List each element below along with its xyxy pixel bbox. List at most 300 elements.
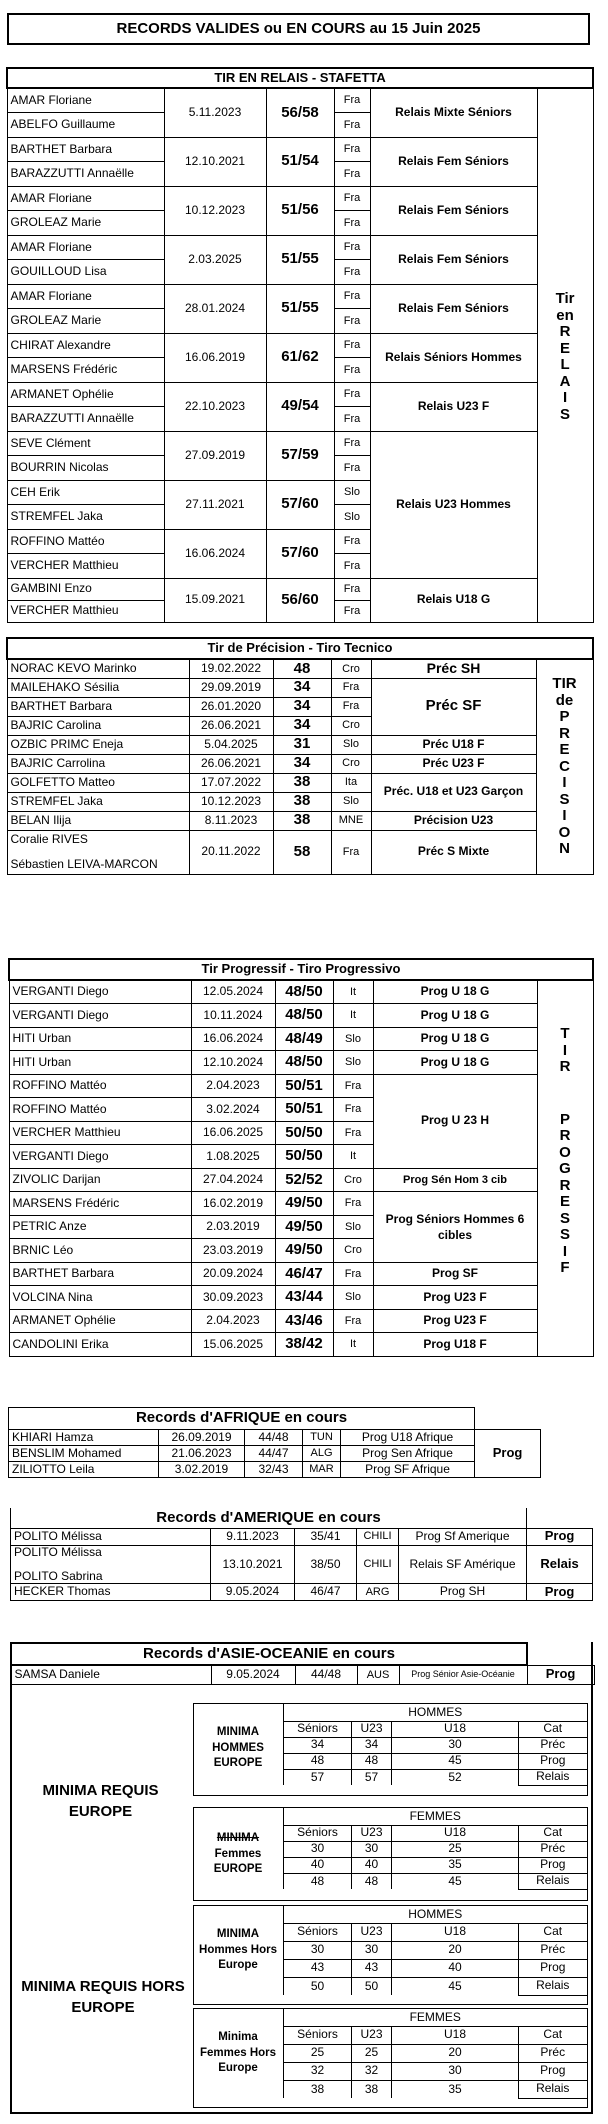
precision-side-label xyxy=(536,659,593,874)
amerique-name: HECKER Thomas xyxy=(11,1583,211,1600)
progressif-side-word: R xyxy=(559,1176,571,1194)
relais-category: Relais Fem Séniors xyxy=(370,186,537,235)
progressif-score: 48/49 xyxy=(275,1027,333,1051)
minima-col-header: Séniors xyxy=(284,2026,352,2044)
amerique-name: POLITO Mélissa xyxy=(11,1528,211,1545)
amerique-header: Records d'AMERIQUE en cours xyxy=(11,1508,527,1528)
precision-side-word: I xyxy=(562,774,567,791)
minima-cell: Prog xyxy=(519,2062,587,2080)
minima-cell: 34 xyxy=(352,1737,392,1753)
progressif-date: 12.10.2024 xyxy=(191,1051,275,1075)
relais-side-word: E xyxy=(560,339,571,357)
precision-country: Cro xyxy=(331,659,371,678)
relais-name: ARMANET Ophélie xyxy=(7,382,164,407)
precision-date: 26.06.2021 xyxy=(189,754,273,773)
minima-col-header: U18 xyxy=(392,1923,519,1941)
progressif-name: VOLCINA Nina xyxy=(9,1286,191,1310)
afrique-category: Prog Sen Afrique xyxy=(341,1446,475,1462)
asie-table xyxy=(10,1642,595,1685)
progressif-name: BRNIC Léo xyxy=(9,1239,191,1263)
relais-name: AMAR Floriane xyxy=(7,235,164,260)
minima-cell: 57 xyxy=(352,1769,392,1785)
minima-table xyxy=(283,2009,587,2099)
relais-category: Relais Séniors Hommes xyxy=(370,333,537,382)
afrique-category: Prog U18 Afrique xyxy=(341,1430,475,1446)
afrique-side-label: Prog xyxy=(475,1430,541,1478)
precision-side-word: S xyxy=(559,790,570,808)
progressif-date: 15.06.2025 xyxy=(191,1333,275,1357)
afrique-date: 21.06.2023 xyxy=(159,1446,245,1462)
relais-score: 56/60 xyxy=(266,578,334,622)
relais-side-word: S xyxy=(560,405,571,423)
relais-name: BARAZZUTTI Annaëlle xyxy=(7,162,164,187)
progressif-name: CANDOLINI Erika xyxy=(9,1333,191,1357)
precision-score: 34 xyxy=(273,716,331,735)
precision-side-word: de xyxy=(555,691,574,709)
progressif-score: 38/42 xyxy=(275,1333,333,1357)
relais-country: Fra xyxy=(334,358,370,383)
progressif-side-word: E xyxy=(560,1193,571,1210)
afrique-name: KHIARI Hamza xyxy=(9,1430,159,1446)
progressif-date: 16.06.2024 xyxy=(191,1027,275,1051)
precision-side-word: N xyxy=(559,840,570,857)
relais-name: AMAR Floriane xyxy=(7,284,164,309)
minima-cell: 35 xyxy=(392,1857,519,1873)
minima-group-header: FEMMES xyxy=(284,1808,587,1825)
progressif-name: ARMANET Ophélie xyxy=(9,1309,191,1333)
minima-hors-europe-title: MINIMA REQUIS HORS EUROPE xyxy=(21,1978,185,2016)
relais-country: Slo xyxy=(334,505,370,530)
asie-side-label: Prog xyxy=(527,1665,594,1684)
minima-cell: 38 xyxy=(284,2080,352,2098)
amerique-side-label: Prog xyxy=(527,1583,593,1600)
relais-country: Fra xyxy=(334,235,370,260)
relais-date: 27.11.2021 xyxy=(164,480,266,529)
afrique-country: TUN xyxy=(303,1430,341,1446)
precision-side-word: TIR xyxy=(552,675,577,692)
minima-col-header: Séniors xyxy=(284,1825,352,1841)
afrique-name: BENSLIM Mohamed xyxy=(9,1446,159,1462)
relais-country: Fra xyxy=(334,333,370,358)
relais-country: Fra xyxy=(334,529,370,554)
amerique-name: POLITO Sabrina xyxy=(14,1568,103,1583)
precision-country: Cro xyxy=(331,716,371,735)
progressif-country: It xyxy=(333,1145,373,1169)
progressif-score: 49/50 xyxy=(275,1192,333,1216)
progressif-side-word: I xyxy=(562,1242,568,1260)
minima-cell: 35 xyxy=(392,2080,519,2098)
relais-country: Fra xyxy=(334,578,370,600)
minima-cell: 43 xyxy=(352,1959,392,1977)
asie-category: Prog Sénior Asie-Océanie xyxy=(399,1665,527,1684)
precision-score: 34 xyxy=(273,697,331,716)
progressif-country: Fra xyxy=(333,1098,373,1122)
relais-name: CEH Erik xyxy=(7,480,164,505)
progressif-name: MARSENS Frédéric xyxy=(9,1192,191,1216)
precision-side-word: C xyxy=(559,757,570,775)
progressif-side-word: R xyxy=(559,1127,571,1144)
progressif-name: ROFFINO Mattéo xyxy=(9,1098,191,1122)
progressif-score: 43/44 xyxy=(275,1286,333,1310)
precision-section xyxy=(6,637,594,875)
progressif-side-label xyxy=(537,980,593,1356)
minima-cell: 45 xyxy=(392,1753,519,1769)
relais-name: VERCHER Matthieu xyxy=(7,554,164,579)
minima-col-header: Cat xyxy=(519,1721,587,1737)
progressif-category: Prog SF xyxy=(373,1262,537,1286)
progressif-side-word: S xyxy=(560,1209,571,1227)
amerique-date: 13.10.2021 xyxy=(211,1545,295,1583)
progressif-score: 50/51 xyxy=(275,1098,333,1122)
relais-date: 28.01.2024 xyxy=(164,284,266,333)
progressif-category: Prog U23 F xyxy=(373,1286,537,1310)
relais-side-label xyxy=(537,88,593,622)
progressif-side-word: F xyxy=(560,1259,570,1276)
precision-name: Coralie RIVES xyxy=(10,832,88,847)
progressif-date: 1.08.2025 xyxy=(191,1145,275,1169)
page-title: RECORDS VALIDES ou EN COURS au 15 Juin 2025 xyxy=(7,13,590,45)
relais-date: 27.09.2019 xyxy=(164,431,266,480)
precision-header: Tir de Précision - Tiro Tecnico xyxy=(7,638,593,659)
relais-country: Fra xyxy=(334,284,370,309)
progressif-country: Slo xyxy=(333,1286,373,1310)
minima-cell: 45 xyxy=(392,1977,519,1995)
minima-block-label-text: Femmes EUROPE xyxy=(213,1847,263,1876)
precision-score: 31 xyxy=(273,735,331,754)
precision-date: 20.11.2022 xyxy=(189,830,273,874)
precision-name: BELAN Ilija xyxy=(7,811,189,830)
relais-name: AMAR Floriane xyxy=(7,186,164,211)
relais-name: AMAR Floriane xyxy=(7,88,164,113)
relais-country: Fra xyxy=(334,137,370,162)
amerique-category: Relais SF Amérique xyxy=(399,1545,527,1583)
progressif-date: 2.04.2023 xyxy=(191,1074,275,1098)
precision-date: 10.12.2023 xyxy=(189,792,273,811)
relais-name: VERCHER Matthieu xyxy=(7,600,164,622)
minima-cell: 30 xyxy=(392,1737,519,1753)
minima-cell: Préc xyxy=(519,2044,587,2062)
minima-cell: 40 xyxy=(352,1857,392,1873)
precision-side-word: R xyxy=(559,724,570,742)
asie-header: Records d'ASIE-OCEANIE en cours xyxy=(11,1643,527,1665)
relais-country: Slo xyxy=(334,480,370,505)
progressif-country: Fra xyxy=(333,1262,373,1286)
relais-score: 51/55 xyxy=(266,284,334,333)
relais-score: 57/60 xyxy=(266,529,334,578)
minima-cell: Prog xyxy=(519,1753,587,1769)
minima-cell: 48 xyxy=(284,1873,352,1889)
minima-col-header: Séniors xyxy=(284,1923,352,1941)
minima-cell: 25 xyxy=(284,2044,352,2062)
minima-cell: 30 xyxy=(284,1841,352,1857)
minima-cell: 48 xyxy=(284,1753,352,1769)
relais-country: Fra xyxy=(334,600,370,622)
minima-cell: 32 xyxy=(352,2062,392,2080)
relais-side-word: R xyxy=(559,323,571,341)
precision-date: 26.01.2020 xyxy=(189,697,273,716)
precision-category: Préc U23 F xyxy=(371,754,536,773)
relais-date: 16.06.2024 xyxy=(164,529,266,578)
relais-side-word: I xyxy=(562,389,568,407)
progressif-score: 43/46 xyxy=(275,1309,333,1333)
amerique-country: CHILI xyxy=(357,1545,399,1583)
minima-cell: 25 xyxy=(392,1841,519,1857)
progressif-side-word: G xyxy=(559,1160,571,1177)
progressif-date: 12.05.2024 xyxy=(191,980,275,1004)
relais-date: 15.09.2021 xyxy=(164,578,266,622)
minima-cell: 30 xyxy=(284,1941,352,1959)
amerique-category: Prog Sf Amerique xyxy=(399,1528,527,1545)
relais-score: 51/55 xyxy=(266,235,334,284)
progressif-score: 48/50 xyxy=(275,980,333,1004)
minima-cell: 50 xyxy=(284,1977,352,1995)
progressif-date: 3.02.2024 xyxy=(191,1098,275,1122)
progressif-country: It xyxy=(333,980,373,1004)
amerique-score: 38/50 xyxy=(295,1545,357,1583)
progressif-table xyxy=(8,958,594,1357)
relais-side-word: L xyxy=(560,356,570,374)
progressif-category: Prog U 18 G xyxy=(373,1051,537,1075)
relais-name: BOURRIN Nicolas xyxy=(7,456,164,481)
minima-cell: 50 xyxy=(352,1977,392,1995)
precision-country: Slo xyxy=(331,792,371,811)
progressif-name: ROFFINO Mattéo xyxy=(9,1074,191,1098)
relais-date: 16.06.2019 xyxy=(164,333,266,382)
progressif-country: It xyxy=(333,1333,373,1357)
relais-category: Relais Fem Séniors xyxy=(370,137,537,186)
relais-side-word: A xyxy=(559,372,571,390)
progressif-score: 50/51 xyxy=(275,1074,333,1098)
minima-block-label-strike: MINIMA xyxy=(216,1832,260,1844)
afrique-table xyxy=(8,1407,541,1478)
progressif-category: Prog Séniors Hommes 6 cibles xyxy=(373,1192,537,1263)
minima-cell: 30 xyxy=(392,2062,519,2080)
progressif-score: 48/50 xyxy=(275,1004,333,1028)
relais-country: Fra xyxy=(334,88,370,113)
precision-name: STREMFEL Jaka xyxy=(7,792,189,811)
progressif-country: Cro xyxy=(333,1239,373,1263)
progressif-category: Prog U 18 G xyxy=(373,1027,537,1051)
precision-names xyxy=(7,830,189,874)
precision-country: MNE xyxy=(331,811,371,830)
minima-cell: Prog xyxy=(519,1857,587,1873)
relais-score: 51/56 xyxy=(266,186,334,235)
minima-col-header: U23 xyxy=(352,1721,392,1737)
minima-col-header: U18 xyxy=(392,1825,519,1841)
minima-block-label: MINIMA HOMMES EUROPE xyxy=(212,1726,264,1770)
asie-score: 44/48 xyxy=(295,1665,357,1684)
minima-col-header: Cat xyxy=(519,1923,587,1941)
minima-cell: 32 xyxy=(284,2062,352,2080)
amerique-score: 46/47 xyxy=(295,1583,357,1600)
progressif-name: VERGANTI Diego xyxy=(9,1004,191,1028)
relais-name: GOUILLOUD Lisa xyxy=(7,260,164,285)
progressif-name: HITI Urban xyxy=(9,1027,191,1051)
precision-name: BARTHET Barbara xyxy=(7,697,189,716)
progressif-country: Fra xyxy=(333,1074,373,1098)
relais-country: Fra xyxy=(334,456,370,481)
progressif-country: Cro xyxy=(333,1168,373,1192)
relais-category: Relais U23 Hommes xyxy=(370,431,537,578)
relais-country: Fra xyxy=(334,211,370,236)
precision-name: BAJRIC Carrolina xyxy=(7,754,189,773)
progressif-country: Slo xyxy=(333,1215,373,1239)
progressif-date: 23.03.2019 xyxy=(191,1239,275,1263)
afrique-score: 44/47 xyxy=(245,1446,303,1462)
progressif-date: 2.03.2019 xyxy=(191,1215,275,1239)
progressif-name: VERGANTI Diego xyxy=(9,1145,191,1169)
relais-country: Fra xyxy=(334,186,370,211)
minima-block-label: Minima Femmes Hors Europe xyxy=(199,2031,277,2075)
precision-score: 38 xyxy=(273,792,331,811)
precision-category: Préc S Mixte xyxy=(371,830,536,874)
relais-category: Relais Fem Séniors xyxy=(370,284,537,333)
precision-side-word: E xyxy=(559,741,570,758)
progressif-name: HITI Urban xyxy=(9,1051,191,1075)
minima-cell: 25 xyxy=(352,2044,392,2062)
relais-date: 2.03.2025 xyxy=(164,235,266,284)
amerique-date: 9.05.2024 xyxy=(211,1583,295,1600)
amerique-section xyxy=(10,1508,593,1601)
minima-cell: Prog xyxy=(519,1959,587,1977)
precision-date: 5.04.2025 xyxy=(189,735,273,754)
precision-country: Ita xyxy=(331,773,371,792)
relais-country: Fra xyxy=(334,554,370,579)
minima-col-header: U18 xyxy=(392,1721,519,1737)
progressif-country: Fra xyxy=(333,1309,373,1333)
relais-side-word: Tir xyxy=(555,290,575,308)
relais-header: TIR EN RELAIS - STAFETTA xyxy=(7,68,593,88)
amerique-category: Prog SH xyxy=(399,1583,527,1600)
relais-name: CHIRAT Alexandre xyxy=(7,333,164,358)
relais-name: STREMFEL Jaka xyxy=(7,505,164,530)
amerique-country: ARG xyxy=(357,1583,399,1600)
precision-score: 34 xyxy=(273,678,331,697)
progressif-score: 48/50 xyxy=(275,1051,333,1075)
precision-date: 26.06.2021 xyxy=(189,716,273,735)
relais-name: BARTHET Barbara xyxy=(7,137,164,162)
precision-score: 38 xyxy=(273,811,331,830)
relais-country: Fra xyxy=(334,431,370,456)
precision-category: Préc. U18 et U23 Garçon xyxy=(371,773,536,811)
relais-name: SEVE Clément xyxy=(7,431,164,456)
progressif-date: 30.09.2023 xyxy=(191,1286,275,1310)
progressif-date: 10.11.2024 xyxy=(191,1004,275,1028)
precision-name: NORAC KEVO Marinko xyxy=(7,659,189,678)
relais-score: 57/59 xyxy=(266,431,334,480)
afrique-date: 26.09.2019 xyxy=(159,1430,245,1446)
progressif-section xyxy=(8,958,594,1357)
precision-date: 29.09.2019 xyxy=(189,678,273,697)
precision-table xyxy=(6,637,594,875)
precision-name: BAJRIC Carolina xyxy=(7,716,189,735)
progressif-score: 49/50 xyxy=(275,1215,333,1239)
progressif-name: VERGANTI Diego xyxy=(9,980,191,1004)
asie-section xyxy=(10,1642,595,1685)
minima-col-header: Cat xyxy=(519,2026,587,2044)
relais-category: Relais U23 F xyxy=(370,382,537,431)
progressif-name: ZIVOLIC Darijan xyxy=(9,1168,191,1192)
precision-date: 17.07.2022 xyxy=(189,773,273,792)
asie-date: 9.05.2024 xyxy=(211,1665,295,1684)
progressif-side-word: S xyxy=(560,1226,571,1243)
relais-date: 12.10.2021 xyxy=(164,137,266,186)
progressif-category: Prog U18 F xyxy=(373,1333,537,1357)
progressif-name: PETRIC Anze xyxy=(9,1215,191,1239)
afrique-header: Records d'AFRIQUE en cours xyxy=(9,1408,475,1430)
progressif-name: VERCHER Matthieu xyxy=(9,1121,191,1145)
relais-category: Relais Fem Séniors xyxy=(370,235,537,284)
minima-block-label xyxy=(196,1831,280,1878)
relais-score: 61/62 xyxy=(266,333,334,382)
precision-country: Slo xyxy=(331,735,371,754)
precision-name: GOLFETTO Matteo xyxy=(7,773,189,792)
relais-category: Relais Mixte Séniors xyxy=(370,88,537,137)
progressif-header: Tir Progressif - Tiro Progressivo xyxy=(9,959,593,980)
asie-name: SAMSA Daniele xyxy=(11,1665,211,1684)
minima-cell: Relais xyxy=(519,1977,587,1995)
relais-side-word: en xyxy=(556,306,574,324)
precision-country: Fra xyxy=(331,697,371,716)
minima-col-header: Séniors xyxy=(284,1721,352,1737)
minima-col-header: U23 xyxy=(352,1923,392,1941)
minima-cell: 34 xyxy=(284,1737,352,1753)
progressif-category: Prog U23 F xyxy=(373,1309,537,1333)
progressif-score: 49/50 xyxy=(275,1239,333,1263)
relais-country: Fra xyxy=(334,162,370,187)
relais-country: Fra xyxy=(334,407,370,432)
precision-score: 48 xyxy=(273,659,331,678)
minima-col-header: U23 xyxy=(352,1825,392,1841)
minima-cell: 30 xyxy=(352,1841,392,1857)
precision-score: 38 xyxy=(273,773,331,792)
minima-cell: Préc xyxy=(519,1841,587,1857)
afrique-name: ZILIOTTO Leila xyxy=(9,1462,159,1478)
precision-name: Sébastien LEIVA-MARCON xyxy=(10,856,158,871)
progressif-country: Fra xyxy=(333,1192,373,1216)
progressif-country: Fra xyxy=(333,1121,373,1145)
progressif-side-word: O xyxy=(559,1143,571,1161)
amerique-name: POLITO Mélissa xyxy=(14,1545,102,1559)
relais-table xyxy=(6,67,594,623)
minima-cell: Préc xyxy=(519,1941,587,1959)
progressif-name: BARTHET Barbara xyxy=(9,1262,191,1286)
minima-cell: Préc xyxy=(519,1737,587,1753)
progressif-score: 46/47 xyxy=(275,1262,333,1286)
precision-category: Préc SF xyxy=(371,678,536,735)
minima-cell: 40 xyxy=(284,1857,352,1873)
progressif-date: 27.04.2024 xyxy=(191,1168,275,1192)
relais-date: 10.12.2023 xyxy=(164,186,266,235)
relais-score: 51/54 xyxy=(266,137,334,186)
minima-table xyxy=(283,1704,587,1786)
minima-group-header: HOMMES xyxy=(284,1906,587,1923)
relais-country: Fra xyxy=(334,382,370,407)
precision-side-word: O xyxy=(558,823,571,841)
minima-table xyxy=(283,1906,587,1996)
progressif-side-word: I xyxy=(562,1041,568,1059)
minima-cell: 48 xyxy=(352,1873,392,1889)
afrique-date: 3.02.2019 xyxy=(159,1462,245,1478)
progressif-category: Prog U 23 H xyxy=(373,1074,537,1168)
progressif-country: It xyxy=(333,1004,373,1028)
amerique-date: 9.11.2023 xyxy=(211,1528,295,1545)
minima-cell: Relais xyxy=(519,1873,587,1889)
afrique-category: Prog SF Afrique xyxy=(341,1462,475,1478)
relais-score: 56/58 xyxy=(266,88,334,137)
minima-cell: 45 xyxy=(392,1873,519,1889)
progressif-score: 50/50 xyxy=(275,1145,333,1169)
